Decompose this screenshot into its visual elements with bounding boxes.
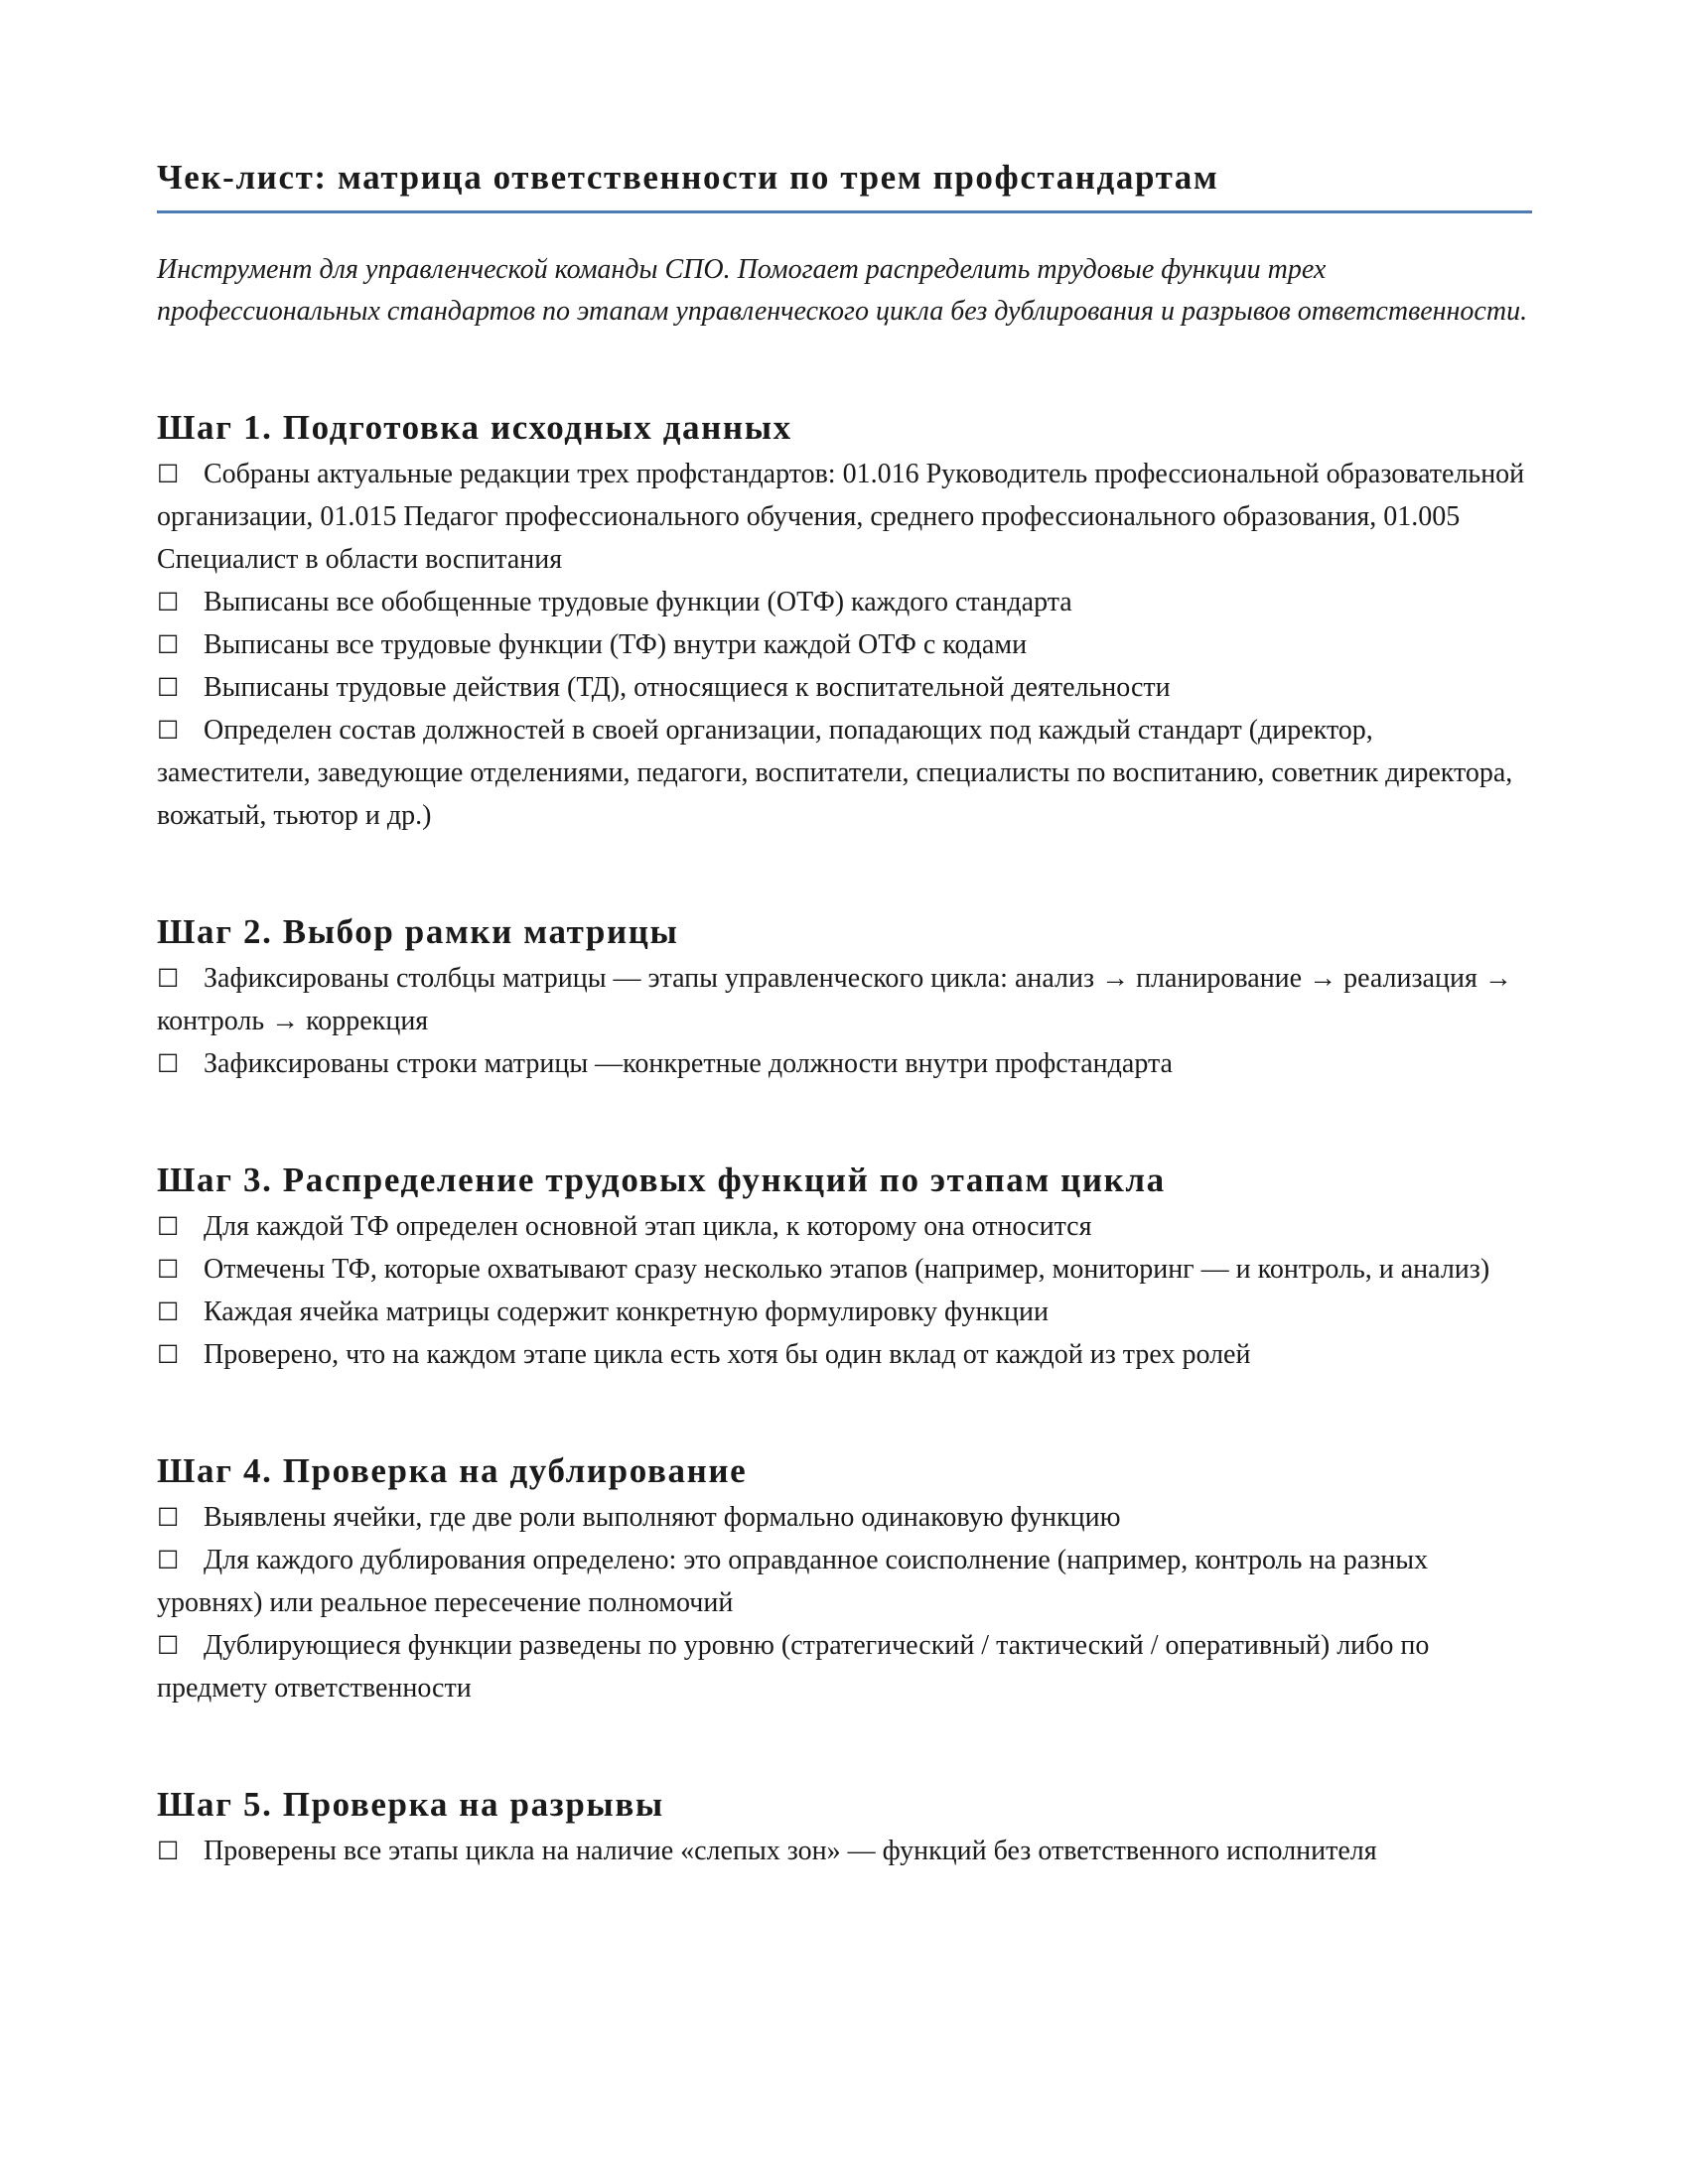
page-title: Чек-лист: матрица ответственности по трем профстандартам [157,158,1219,197]
checklist-item-text: Дублирующиеся функции разведены по уровню (стратегический / тактический / оперативный) либо по предмету ответственности [157,1630,1430,1704]
checklist-steps [157,403,1532,1872]
checklist-item-text: Зафиксированы столбцы матрицы — этапы управленческого цикла: анализ → планирование → реализация → контроль → коррекция [157,963,1512,1036]
checklist-item-text: Выписаны трудовые действия (ТД), относящиеся к воспитательной деятельности [204,672,1171,703]
checklist-items [157,1205,1532,1376]
step-heading: Шаг 1. Подготовка исходных данных [157,408,792,447]
checkbox-icon[interactable]: ☐ [157,964,180,993]
checklist-items [157,1496,1532,1709]
checkbox-icon[interactable]: ☐ [157,460,180,488]
checkbox-icon[interactable]: ☐ [157,1546,180,1574]
checkbox-icon[interactable]: ☐ [157,1212,180,1241]
checklist-items [157,453,1532,837]
checklist-item-text: Выписаны все обобщенные трудовые функции (ОТФ) каждого стандарта [204,587,1072,617]
checklist-item-text: Определен состав должностей в своей организации, попадающих под каждый стандарт (директор, заместители, заведующие отделениями, педагоги, воспитатели, специалисты по воспитанию, советник директора, вожатый, тьютор и др.) [157,715,1513,831]
checkbox-icon[interactable]: ☐ [157,630,180,659]
checklist-step-1 [157,403,1532,837]
checklist-step-3 [157,1156,1532,1376]
checklist-item [157,666,1532,709]
checklist-item-text: Отмечены ТФ, которые охватывают сразу несколько этапов (например, мониторинг — и контроль, и анализ) [204,1254,1490,1285]
step-heading: Шаг 5. Проверка на разрывы [157,1785,664,1824]
checkbox-icon[interactable]: ☐ [157,1837,180,1865]
checklist-item [157,453,1532,581]
title-divider [157,210,1532,213]
checklist-item-text: Зафиксированы строки матрицы —конкретные должности внутри профстандарта [204,1048,1173,1079]
checklist-item [157,1291,1532,1333]
intro-paragraph: Инструмент для управленческой команды СПО. Помогает распределить трудовые функции трех профессиональных стандартов по этапам управленческого цикла без дублирования и разрывов ответственности. [157,254,1528,327]
checklist-item-text: Собраны актуальные редакции трех профстандартов: 01.016 Руководитель профессиональной образовательной организации, 01.015 Педагог профессионального обучения, среднего профессионального образования, 01.005 Специалист в области воспитания [157,459,1525,575]
checklist-item-text: Для каждой ТФ определен основной этап цикла, к которому она относится [204,1211,1092,1242]
checklist-item-text: Для каждого дублирования определено: это оправданное соисполнение (например, контроль на разных уровнях) или реальное пересечение полномочий [157,1545,1429,1618]
checklist-item [157,957,1532,1042]
checklist-item-text: Выявлены ячейки, где две роли выполняют формально одинаковую функцию [204,1502,1121,1533]
checklist-step-5 [157,1780,1532,1872]
checkbox-icon[interactable]: ☐ [157,588,180,616]
checklist-item [157,1624,1532,1709]
checkbox-icon[interactable]: ☐ [157,673,180,702]
document-page [157,149,1532,1872]
checklist-item-text: Выписаны все трудовые функции (ТФ) внутри каждой ОТФ с кодами [204,629,1028,660]
checklist-step-4 [157,1446,1532,1709]
checkbox-icon[interactable]: ☐ [157,1255,180,1284]
checklist-item-text: Каждая ячейка матрицы содержит конкретную формулировку функции [204,1297,1049,1327]
checklist-item [157,1830,1532,1872]
checkbox-icon[interactable]: ☐ [157,1340,180,1369]
checklist-item-text: Проверено, что на каждом этапе цикла есть хотя бы один вклад от каждой из трех ролей [204,1339,1251,1370]
checkbox-icon[interactable]: ☐ [157,716,180,745]
checklist-items [157,1830,1532,1872]
checklist-item [157,1205,1532,1248]
checklist-item [157,709,1532,837]
checklist-item [157,623,1532,666]
checklist-item [157,1496,1532,1539]
checkbox-icon[interactable]: ☐ [157,1297,180,1326]
step-heading: Шаг 2. Выбор рамки матрицы [157,912,679,951]
checklist-item [157,1539,1532,1624]
step-heading: Шаг 3. Распределение трудовых функций по этапам цикла [157,1160,1166,1199]
step-heading: Шаг 4. Проверка на дублирование [157,1451,748,1490]
checklist-item [157,1333,1532,1376]
checklist-step-2 [157,907,1532,1085]
checkbox-icon[interactable]: ☐ [157,1503,180,1532]
checklist-item [157,1042,1532,1085]
checkbox-icon[interactable]: ☐ [157,1631,180,1660]
checklist-item [157,1248,1532,1291]
checklist-item-text: Проверены все этапы цикла на наличие «слепых зон» — функций без ответственного исполнителя [204,1836,1377,1866]
checklist-items [157,957,1532,1085]
checkbox-icon[interactable]: ☐ [157,1049,180,1078]
checklist-item [157,581,1532,623]
